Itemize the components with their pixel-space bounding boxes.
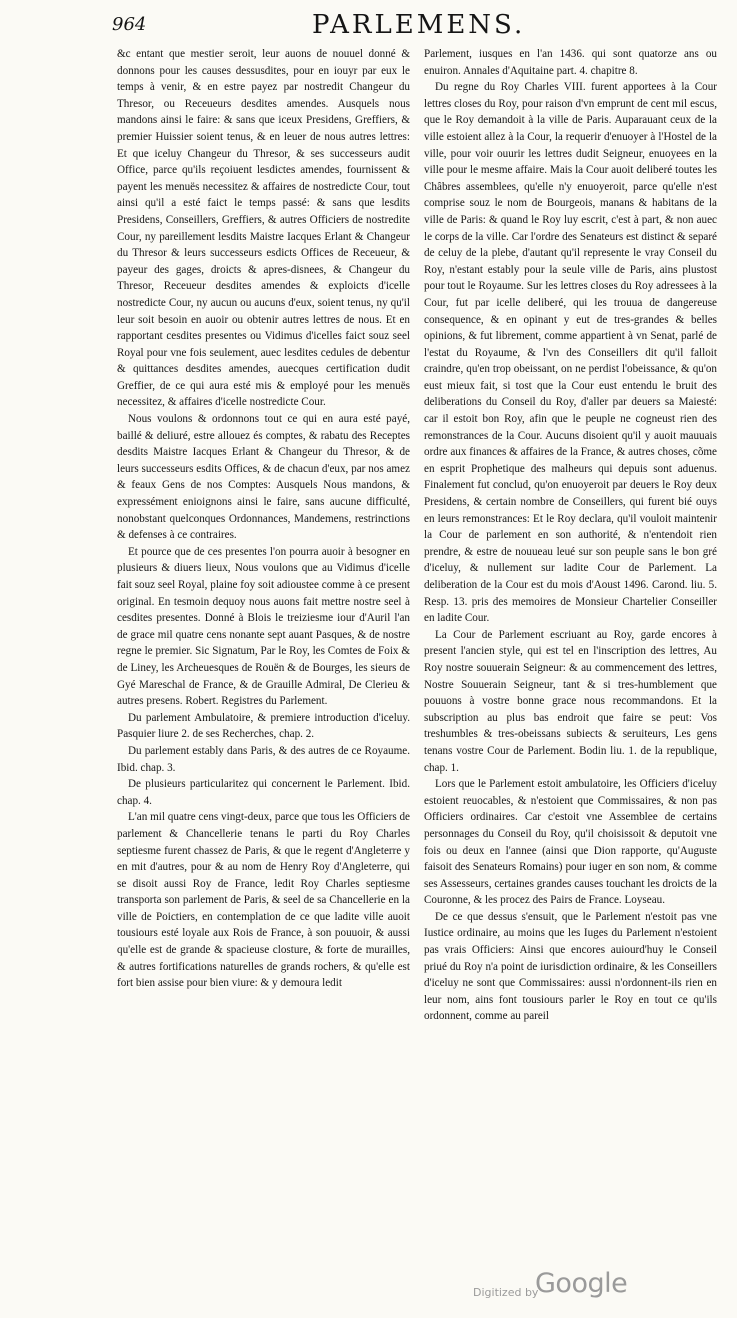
page-header xyxy=(112,10,712,40)
paragraph: Du regne du Roy Charles VIII. furent apportees à la Cour lettres closes du Roy, pour raison d'vn emprunt de cent mil escus, que le Roy demandoit à la ville de Paris. Auparauant ceux de la ville estoient allez à la Cour, la requerir d'enuoyer à l'Hostel de la ville, pour voir ouurir les lettres dudit Seigneur, enuoyees en la ville pour le mesme affaire. Mais la Cour auoit deliberé toutes les Châbres assemblees, qu'elle n'y enuoyeroit, parce qu'elle n'est comprise souz le nom de Bourgeois, manans & habitans de la ville de Paris: & quand le Roy luy escrit, c'est à part, & non auec le corps de la ville. Car l'ordre des Senateurs est distinct & separé de celuy de la plebe, d'autant qu'il represente le vray Conseil du Roy, n'estant estably pour la seule ville de Paris, ains plustost pour tout le Royaume. Sur les lettres closes du Roy adressees à la Cour, fut par icelle deliberé, qui les trouua de dangereuse consequence, & en opinant y eut de tres-grandes & belles opinions, & fut librement, comme appartient à vn Senat, parlé de l'estat du Royaume, & l'vn des Conseillers dit qu'il falloit craindre, qu'en trop obeissant, on ne perdist l'obeissance, & qu'on eust mieux fait, si tost que la Cour eust entendu le bruit des deliberations du Conseil du Roy, d'aller par deuers sa Maiesté: car il estoit bon Roy, afin que le peuple ne cogneust rien des remonstrances de la Cour. Aucuns disoient qu'il y auoit mauuais ordre aux finances & affaires de la France, & autres choses, cõme en esprit Prophetique des malheurs qui depuis sont aduenus. Finalement fut conclud, qu'on enuoyeroit par deuers le Roy deux Presidens, & certain nombre de Conseillers, qui furent bié ouys en leurs remonstrances: Et le Roy declara, qu'il vouloit maintenir la Cour de parlement en son authorité, & n'entendoit rien prendre, & estre de nouueau leué sur son peuple sans le bon gré d'iceluy, & nullement sur ladite Cour de Parlement. La deliberation de la Cour est du mois d'Aoust 1496. Carond. liu. 5. Resp. 13. pris des memoires de Monsieur Chartelier Conseiller en ladite Cour. xyxy=(424,81,717,625)
paragraph: Nous voulons & ordonnons tout ce qui en aura esté payé, baillé & deliuré, estre allouez és comptes, & rabatu des Receptes desdits Maistre Iacques Erlant & Changeur du Thresor, & de leurs successeurs esdits Offices, & de chacun d'eux, par nos amez & feaux Gens de nos Comptes: Ausquels Nous mandons, & expressément enioignons ainsi le faire, sans aucune difficulté, nonobstant quelconques Ordonnances, Mandemens, restrinctions & defenses à ce contraires. xyxy=(117,413,410,542)
paragraph: De plusieurs particularitez qui concernent le Parlement. Ibid. chap. 4. xyxy=(117,778,410,807)
paragraph: &c entant que mestier seroit, leur auons de nouuel donné & donnons pour les causes dessusdites, pour en iouyr par eux le temps à venir, & en estre payez par nostredit Changeur du Thresor, ou Receueurs desdites amendes. Ausquels nous mandons ainsi le faire: & sans que iceux Presidens, Greffiers, & premier Huissier soient tenus, & en leuer de nous autres lettres: Et que iceluy Changeur du Thresor, & ses successeurs audit Office, parce qu'ils reçoiuent lesdictes amendes, fournissent & payent les menuës necessitez & affaires de nostredicte Cour, tout ainsi qu'il a esté faict le temps passé: & sans que lesdits Presidens, Conseillers, Greffiers, & autres Officiers de nostredite Cour, ny pareillement lesdits Maistre Iacques Erlant & Changeur du Thresor & leurs successeurs esdicts Offices de Receueur, & payeur des gages, droicts & apres-disnees, & Changeur du Thresor, Receueur desdites amendes & exploicts d'icelle nostredicte Cour, ny aucun ou aucuns d'eux, soient tenus, ny qu'il leur soit besoin en auoir ou obtenir autres lettres de nous. Et en rapportant cesdites presentes ou Vidimus d'icelles faict souz seel Royal pour vne fois seulement, auec lesdites cedules de debentur & quittances desdites amendes, auecques certification dudit Greffier, de ce qui aura esté mis & employé pour les menuës necessitez, & affaires d'icelle nostredicte Cour. xyxy=(117,48,410,409)
left-column xyxy=(117,46,410,992)
paragraph: Et pource que de ces presentes l'on pourra auoir à besogner en plusieurs & diuers lieux, Nous voulons que au Vidimus d'icelle fait souz seel Royal, plaine foy soit adioustee comme à ce present original. En tesmoin dequoy nous auons fait mettre nostre seel à cesdites presentes. Donné à Blois le treiziesme iour d'Auril l'an de grace mil quatre cens nonante sept auant Pasques, & de nostre regne le premier. Sic Signatum, Par le Roy, les Comtes de Foix & de Liney, les Archeuesques de Rouën & de Bourges, les sieurs de Gyé Mareschal de France, & de Grauille Admiral, De Clerieu & autres presens. Robert. Registres du Parlement. xyxy=(117,545,410,708)
paragraph: Du parlement Ambulatoire, & premiere introduction d'iceluy. Pasquier liure 2. de ses Recherches, chap. 2. xyxy=(117,711,410,741)
digitized-by-label: Digitized by xyxy=(473,1286,539,1299)
right-column xyxy=(424,46,717,1025)
paragraph: La Cour de Parlement escriuant au Roy, garde encores à present l'ancien style, qui est tel en l'inscription des lettres, Au Roy nostre souuerain Seigneur: & au commencement des lettres, Nostre Souuerain Seigneur, tant & si tres-humblement que pouuons à vostre bonne grace nous recommandons. Et la subscription au plus bas endroit que faire se peut: Vos treshumbles & tres-obeissans subiects & seruiteurs, Les gens tenans vostre Cour de Parlement. Bodin liu. 1. de la republique, chap. 1. xyxy=(424,628,717,774)
google-logo: Google xyxy=(535,1268,628,1299)
digitized-by-google-watermark xyxy=(473,1270,653,1306)
paragraph: L'an mil quatre cens vingt-deux, parce que tous les Officiers de parlement & Chancellerie tenans le parti du Roy Charles septiesme furent chassez de Paris, & que le regent d'Angleterre y en mit d'autres, pour & au nom de Henry Roy d'Angleterre, qui se disoit aussi Roy de France, ledit Roy Charles septiesme transporta son parlement de Paris, & seel de sa Chancellerie en la ville de Poictiers, en contemplation de ce que ladite ville auoit tousiours esté loyale aux Rois de France, à son pouuoir, & aussi qu'elle est de grande & spacieuse closture, & forte de murailles, & autres fortifications naturelles de grands rochers, & qu'elle est fort bien assise pour bien viure: & y demoura ledit xyxy=(117,811,410,990)
paragraph: Parlement, iusques en l'an 1436. qui sont quatorze ans ou enuiron. Annales d'Aquitaine part. 4. chapitre 8. xyxy=(424,48,717,77)
paragraph: Lors que le Parlement estoit ambulatoire, les Officiers d'iceluy estoient reuocables, & n'estoient que Commissaires, & non pas Officiers ordinaires. Car c'estoit vne Assemblee de certains personnages du Conseil du Roy, qu'il choisissoit & deputoit vne fois ou deux en l'annee (ainsi que Dion rapporte, qu'Auguste faisoit des Senateurs Romains) pour iuger en son nom, & comme ses Assesseurs, certaines grandes causes touchant les droicts de la Couronne, & les procez des Pairs de France. Loyseau. xyxy=(424,778,717,907)
paragraph: De ce que dessus s'ensuit, que le Parlement n'estoit pas vne Iustice ordinaire, au moins que les Iuges du Parlement n'estoient pas vrais Officiers: Ainsi que encores auiourd'huy le Conseil priué du Roy n'a point de iurisdiction ordinaire, & les Conseillers d'iceluy ne sont que Commissaires: aussi n'ordonnent-ils rien en leur nom, ains font tousiours parler le Roy en tout ce qu'ils ordonnent, comme au pareil xyxy=(424,910,717,1023)
paragraph: Du parlement estably dans Paris, & des autres de ce Royaume. Ibid. chap. 3. xyxy=(117,744,410,774)
running-title: PARLEMENS. xyxy=(312,10,526,40)
page-number: 964 xyxy=(112,14,147,35)
